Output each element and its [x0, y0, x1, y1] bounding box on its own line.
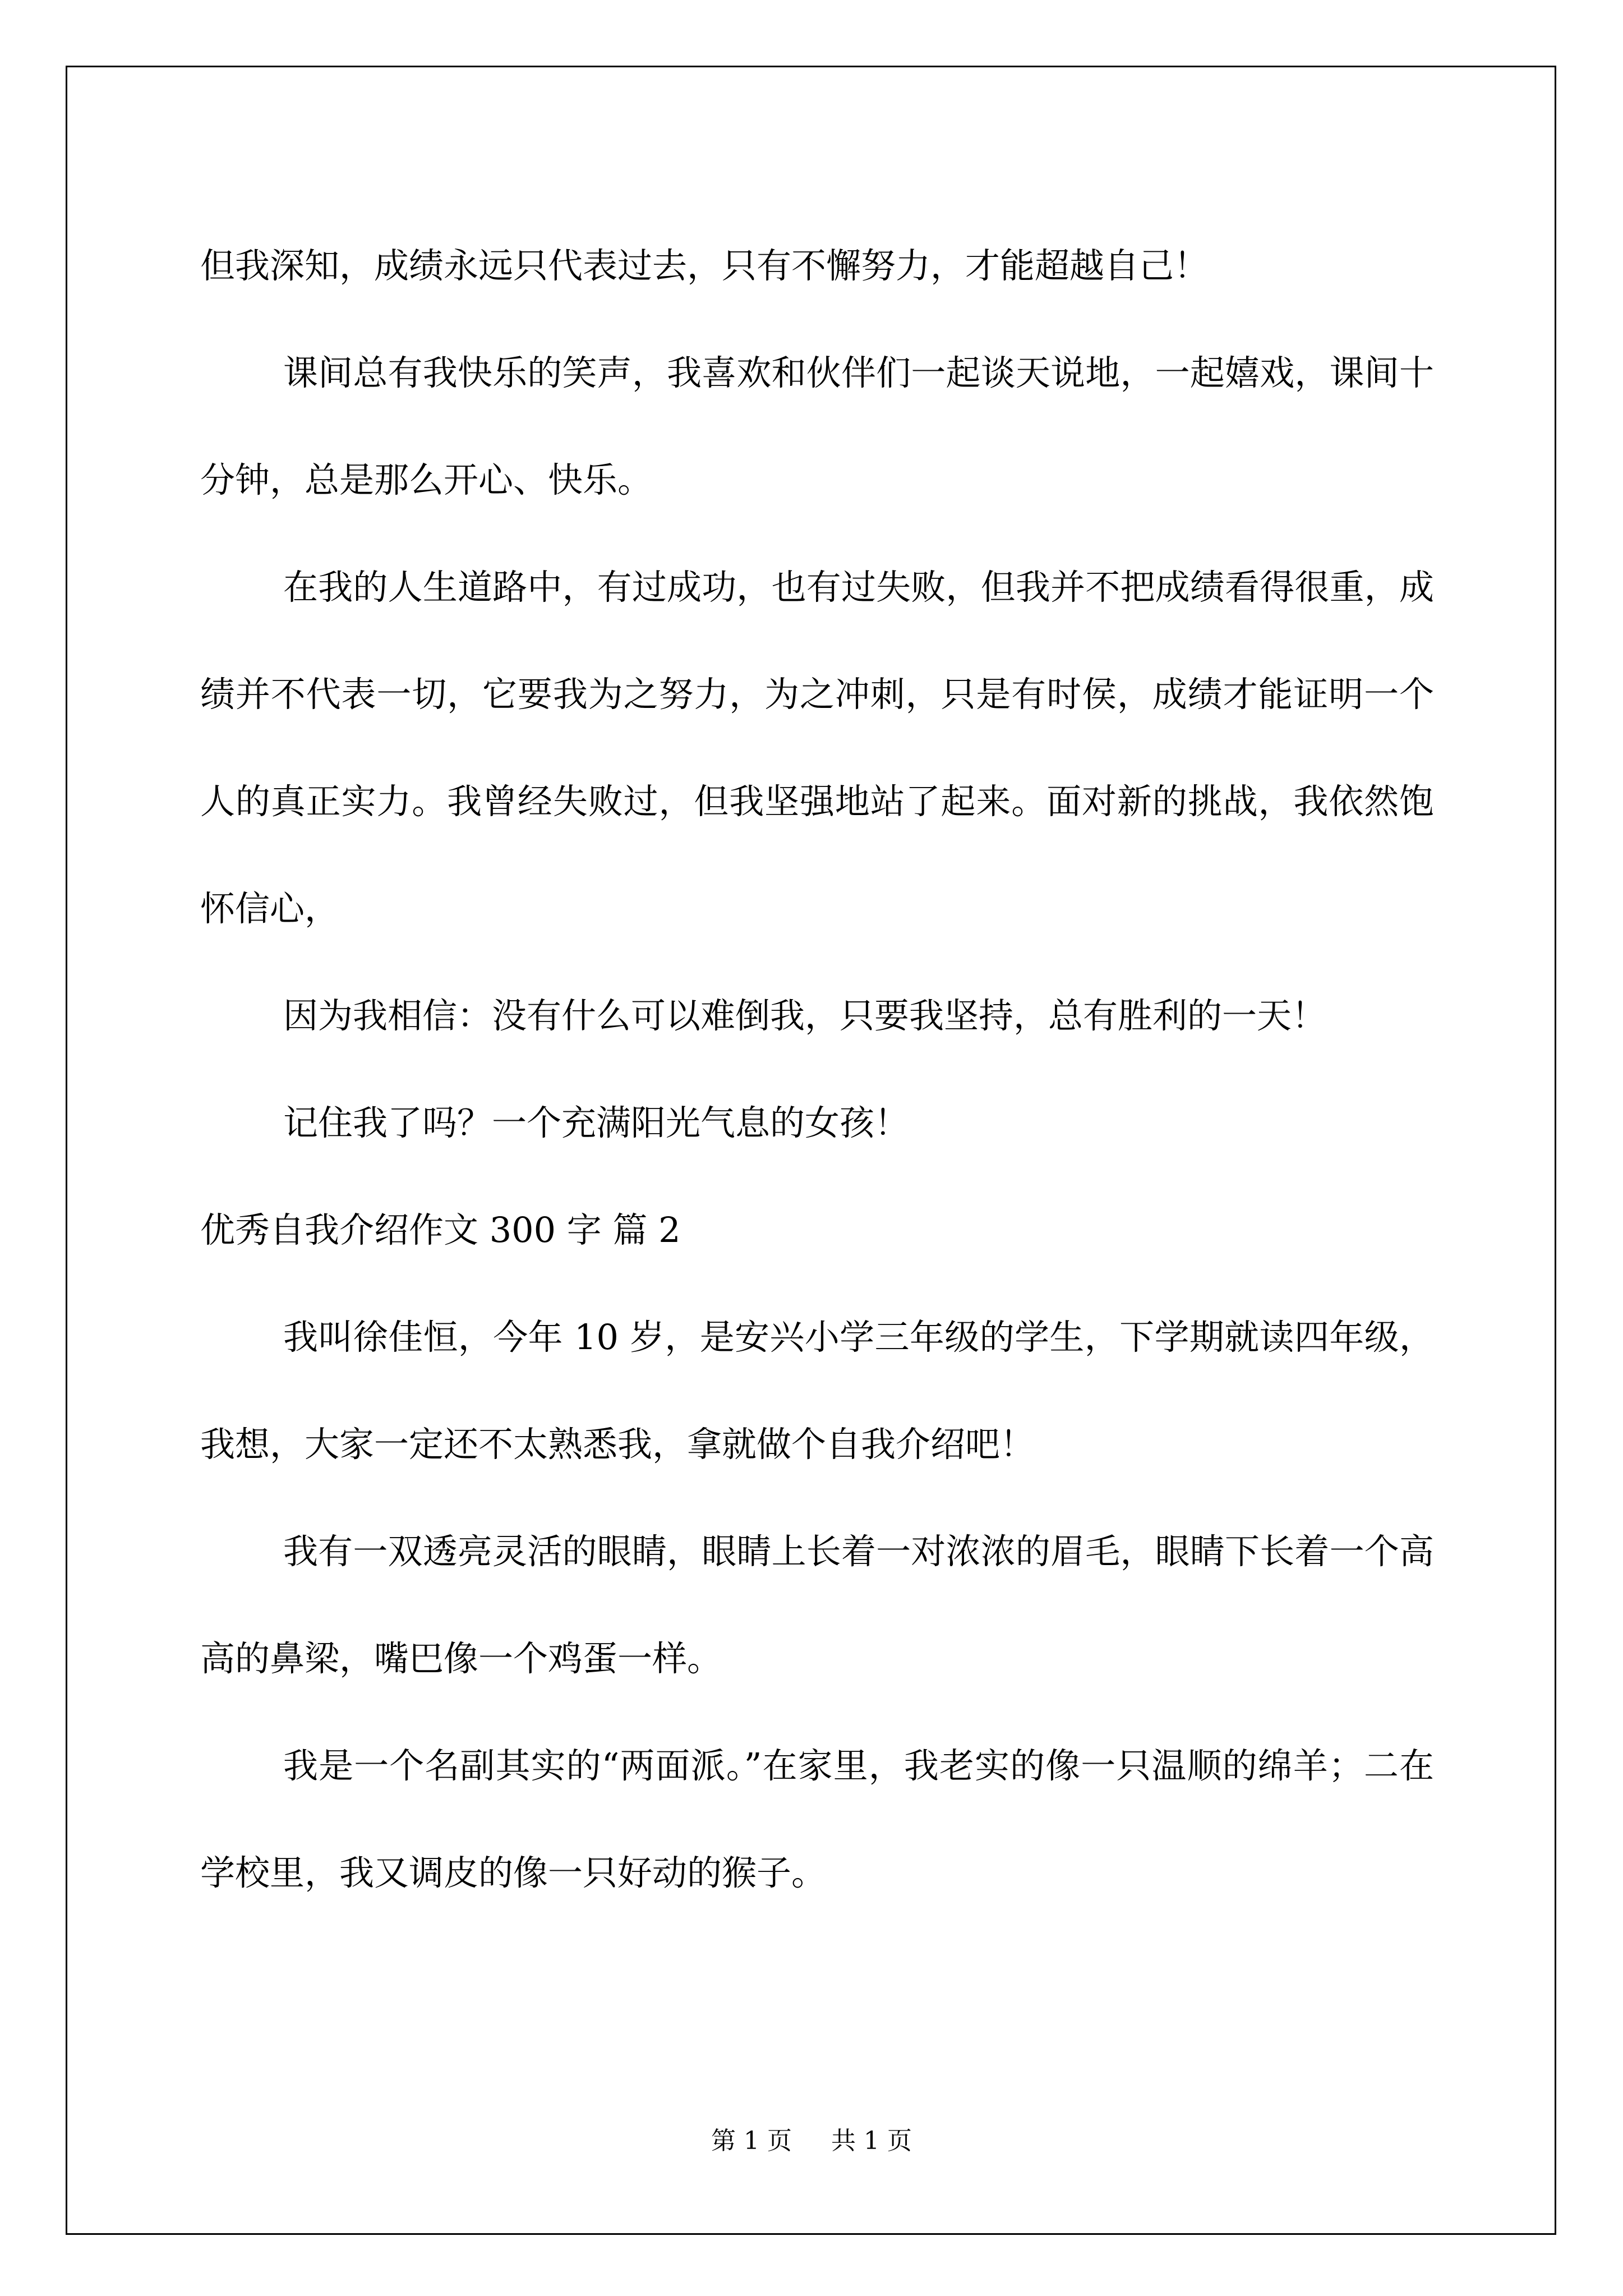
page-number-total: 共 1 页: [831, 2127, 912, 2155]
paragraph-6: 我叫徐佳恒，今年 10 岁，是安兴小学三年级的学生，下学期就读四年级，我想，大家一定还不太熟悉我，拿就做个自我介绍吧！: [200, 1317, 1434, 1465]
document-body: [200, 212, 1434, 1926]
paragraph-5: 记住我了吗？一个充满阳光气息的女孩！: [283, 1102, 910, 1143]
paragraph-8: 我是一个名副其实的“两面派。”在家里，我老实的像一只温顺的绵羊；二在学校里，我又调皮的像一只好动的猴子。: [200, 1745, 1434, 1893]
page-number-current: 第 1 页: [711, 2127, 792, 2155]
paragraph-7: 我有一双透亮灵活的眼睛，眼睛上长着一对浓浓的眉毛，眼睛下长着一个高高的鼻梁，嘴巴像一个鸡蛋一样。: [200, 1531, 1434, 1679]
paragraph-4: 因为我相信：没有什么可以难倒我，只要我坚持，总有胜利的一天！: [283, 995, 1327, 1036]
paragraph-1: 但我深知，成绩永远只代表过去，只有不懈努力，才能超越自己！: [200, 245, 1209, 286]
page-footer: [0, 2120, 1623, 2156]
paragraph-3: 在我的人生道路中，有过成功，也有过失败，但我并不把成绩看得很重，成绩并不代表一切，它要我为之努力，为之冲刺，只是有时侯，成绩才能证明一个人的真正实力。我曾经失败过，但我坚强地站了起来。面对新的挑战，我依然饱怀信心，: [200, 567, 1434, 929]
section-heading: 优秀自我介绍作文 300 字 篇 2: [200, 1209, 681, 1250]
paragraph-2: 课间总有我快乐的笑声，我喜欢和伙伴们一起谈天说地，一起嬉戏，课间十分钟，总是那么开心、快乐。: [200, 352, 1434, 500]
